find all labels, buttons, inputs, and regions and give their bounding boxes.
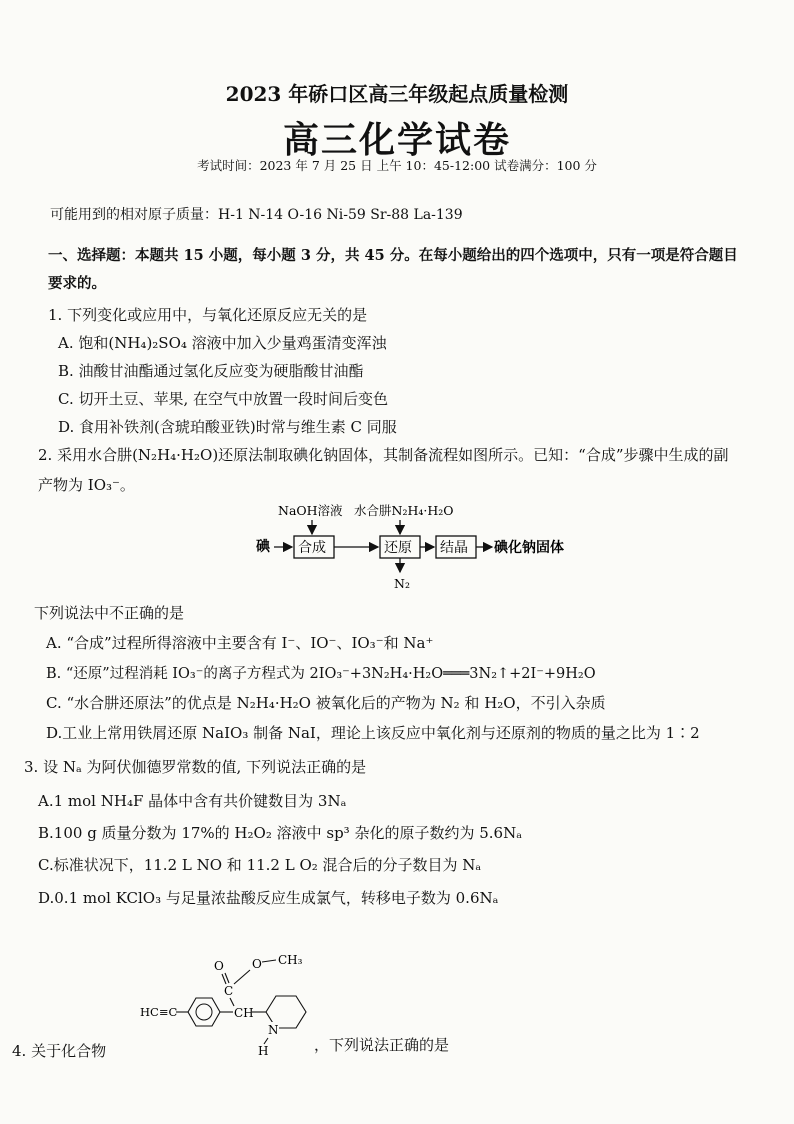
structure-benzene-circle [196,1004,212,1020]
q3-option-d: D.0.1 mol KClO₃ 与足量浓盐酸反应生成氯气，转移电子数为 0.6Nₐ [38,889,499,907]
exam-header-title: 2023 年硚口区高三年级起点质量检测 [225,82,569,106]
q2-option-c: C. “水合肼还原法”的优点是 N₂H₄·H₂O 被氧化后的产物为 N₂ 和 H₂O，不引入杂质 [46,694,606,712]
q4-stem-suffix: ，下列说法正确的是 [314,1036,450,1054]
q2-option-b: B. “还原”过程消耗 IO₃⁻的离子方程式为 2IO₃⁻+3N₂H₄·H₂O═══3N₂↑+2I⁻+9H₂O [46,666,596,682]
q1-option-b: B. 油酸甘油酯通过氢化反应变为硬脂酸甘油酯 [58,362,364,380]
flow-step-synthesis: 合成 [298,540,326,556]
structure-bond-co-1 [222,974,226,984]
structure-ch: CH [234,1006,254,1020]
structure-bond-co-2 [225,973,229,983]
exam-info: 考试时间：2023 年 7 月 25 日 上午 10：45-12:00 试卷满分：100 分 [197,158,597,173]
paper-title: 高三化学试卷 [282,119,511,161]
section-intro-line2: 要求的。 [48,275,106,292]
structure-benzene-ring [188,998,220,1026]
q1-stem: 1. 下列变化或应用中，与氧化还原反应无关的是 [48,306,368,324]
q2-question: 下列说法中不正确的是 [34,604,185,622]
q3-option-a: A.1 mol NH₄F 晶体中含有共价键数目为 3Nₐ [38,792,347,810]
structure-c: C [224,984,234,998]
q4-stem-prefix: 4. 关于化合物 [12,1042,107,1060]
q2-stem-line2: 产物为 IO₃⁻。 [38,476,135,494]
structure-bond-c-o [234,970,250,984]
q2-option-d: D.工业上常用铁屑还原 NaIO₃ 制备 NaI，理论上该反应中氧化剂与还原剂的物质的量之比为 1∶2 [46,724,700,742]
q2-option-a: A. “合成”过程所得溶液中主要含有 I⁻、IO⁻、IO₃⁻和 Na⁺ [46,634,434,652]
q4-structure [136,940,316,1060]
structure-h: H [258,1044,269,1058]
flow-product: 碘化钠固体 [494,540,564,556]
q3-stem: 3. 设 Nₐ 为阿伏伽德罗常数的值, 下列说法正确的是 [24,758,367,776]
structure-n: N [268,1023,279,1037]
q1-option-a: A. 饱和(NH₄)₂SO₄ 溶液中加入少量鸡蛋清变浑浊 [58,334,387,352]
flow-byproduct-n2: N₂ [394,576,410,591]
structure-bond-o-ch3 [262,960,276,962]
q2-stem-line1: 2. 采用水合肼(N₂H₄·H₂O)还原法制取碘化钠固体，其制备流程如图所示。已知：“合成”步骤中生成的副 [38,446,729,464]
atomic-masses: 可能用到的相对原子质量：H-1 N-14 O-16 Ni-59 Sr-88 La-139 [50,207,463,223]
q3-option-b: B.100 g 质量分数为 17%的 H₂O₂ 溶液中 sp³ 杂化的原子数约为 5.6Nₐ [38,824,522,842]
q1-option-d: D. 食用补铁剂(含琥珀酸亚铁)时常与维生素 C 同服 [58,418,397,436]
flow-reagent-naoh: NaOH溶液 [278,503,343,518]
structure-ch3: CH₃ [278,953,303,967]
q2-flow-diagram [250,498,590,593]
q1-option-c: C. 切开土豆、苹果, 在空气中放置一段时间后变色 [58,390,389,408]
flow-step-crystallization: 结晶 [440,540,468,556]
flow-step-reduction: 还原 [384,540,412,556]
structure-alkyne: HC≡C [140,1005,178,1019]
flow-input-iodine: 碘 [256,539,270,555]
structure-o-ester: O [252,957,262,971]
q3-option-c: C.标准状况下，11.2 L NO 和 11.2 L O₂ 混合后的分子数目为 Nₐ [38,856,482,874]
structure-bond-c-ch [230,998,234,1006]
flow-reagent-hydrazine: 水合肼N₂H₄·H₂O [354,503,454,518]
section-intro-line1: 一、选择题：本题共 15 小题，每小题 3 分，共 45 分。在每小题给出的四个选项中，只有一项是符合题目 [48,247,738,264]
structure-o-carbonyl: O [214,959,224,973]
